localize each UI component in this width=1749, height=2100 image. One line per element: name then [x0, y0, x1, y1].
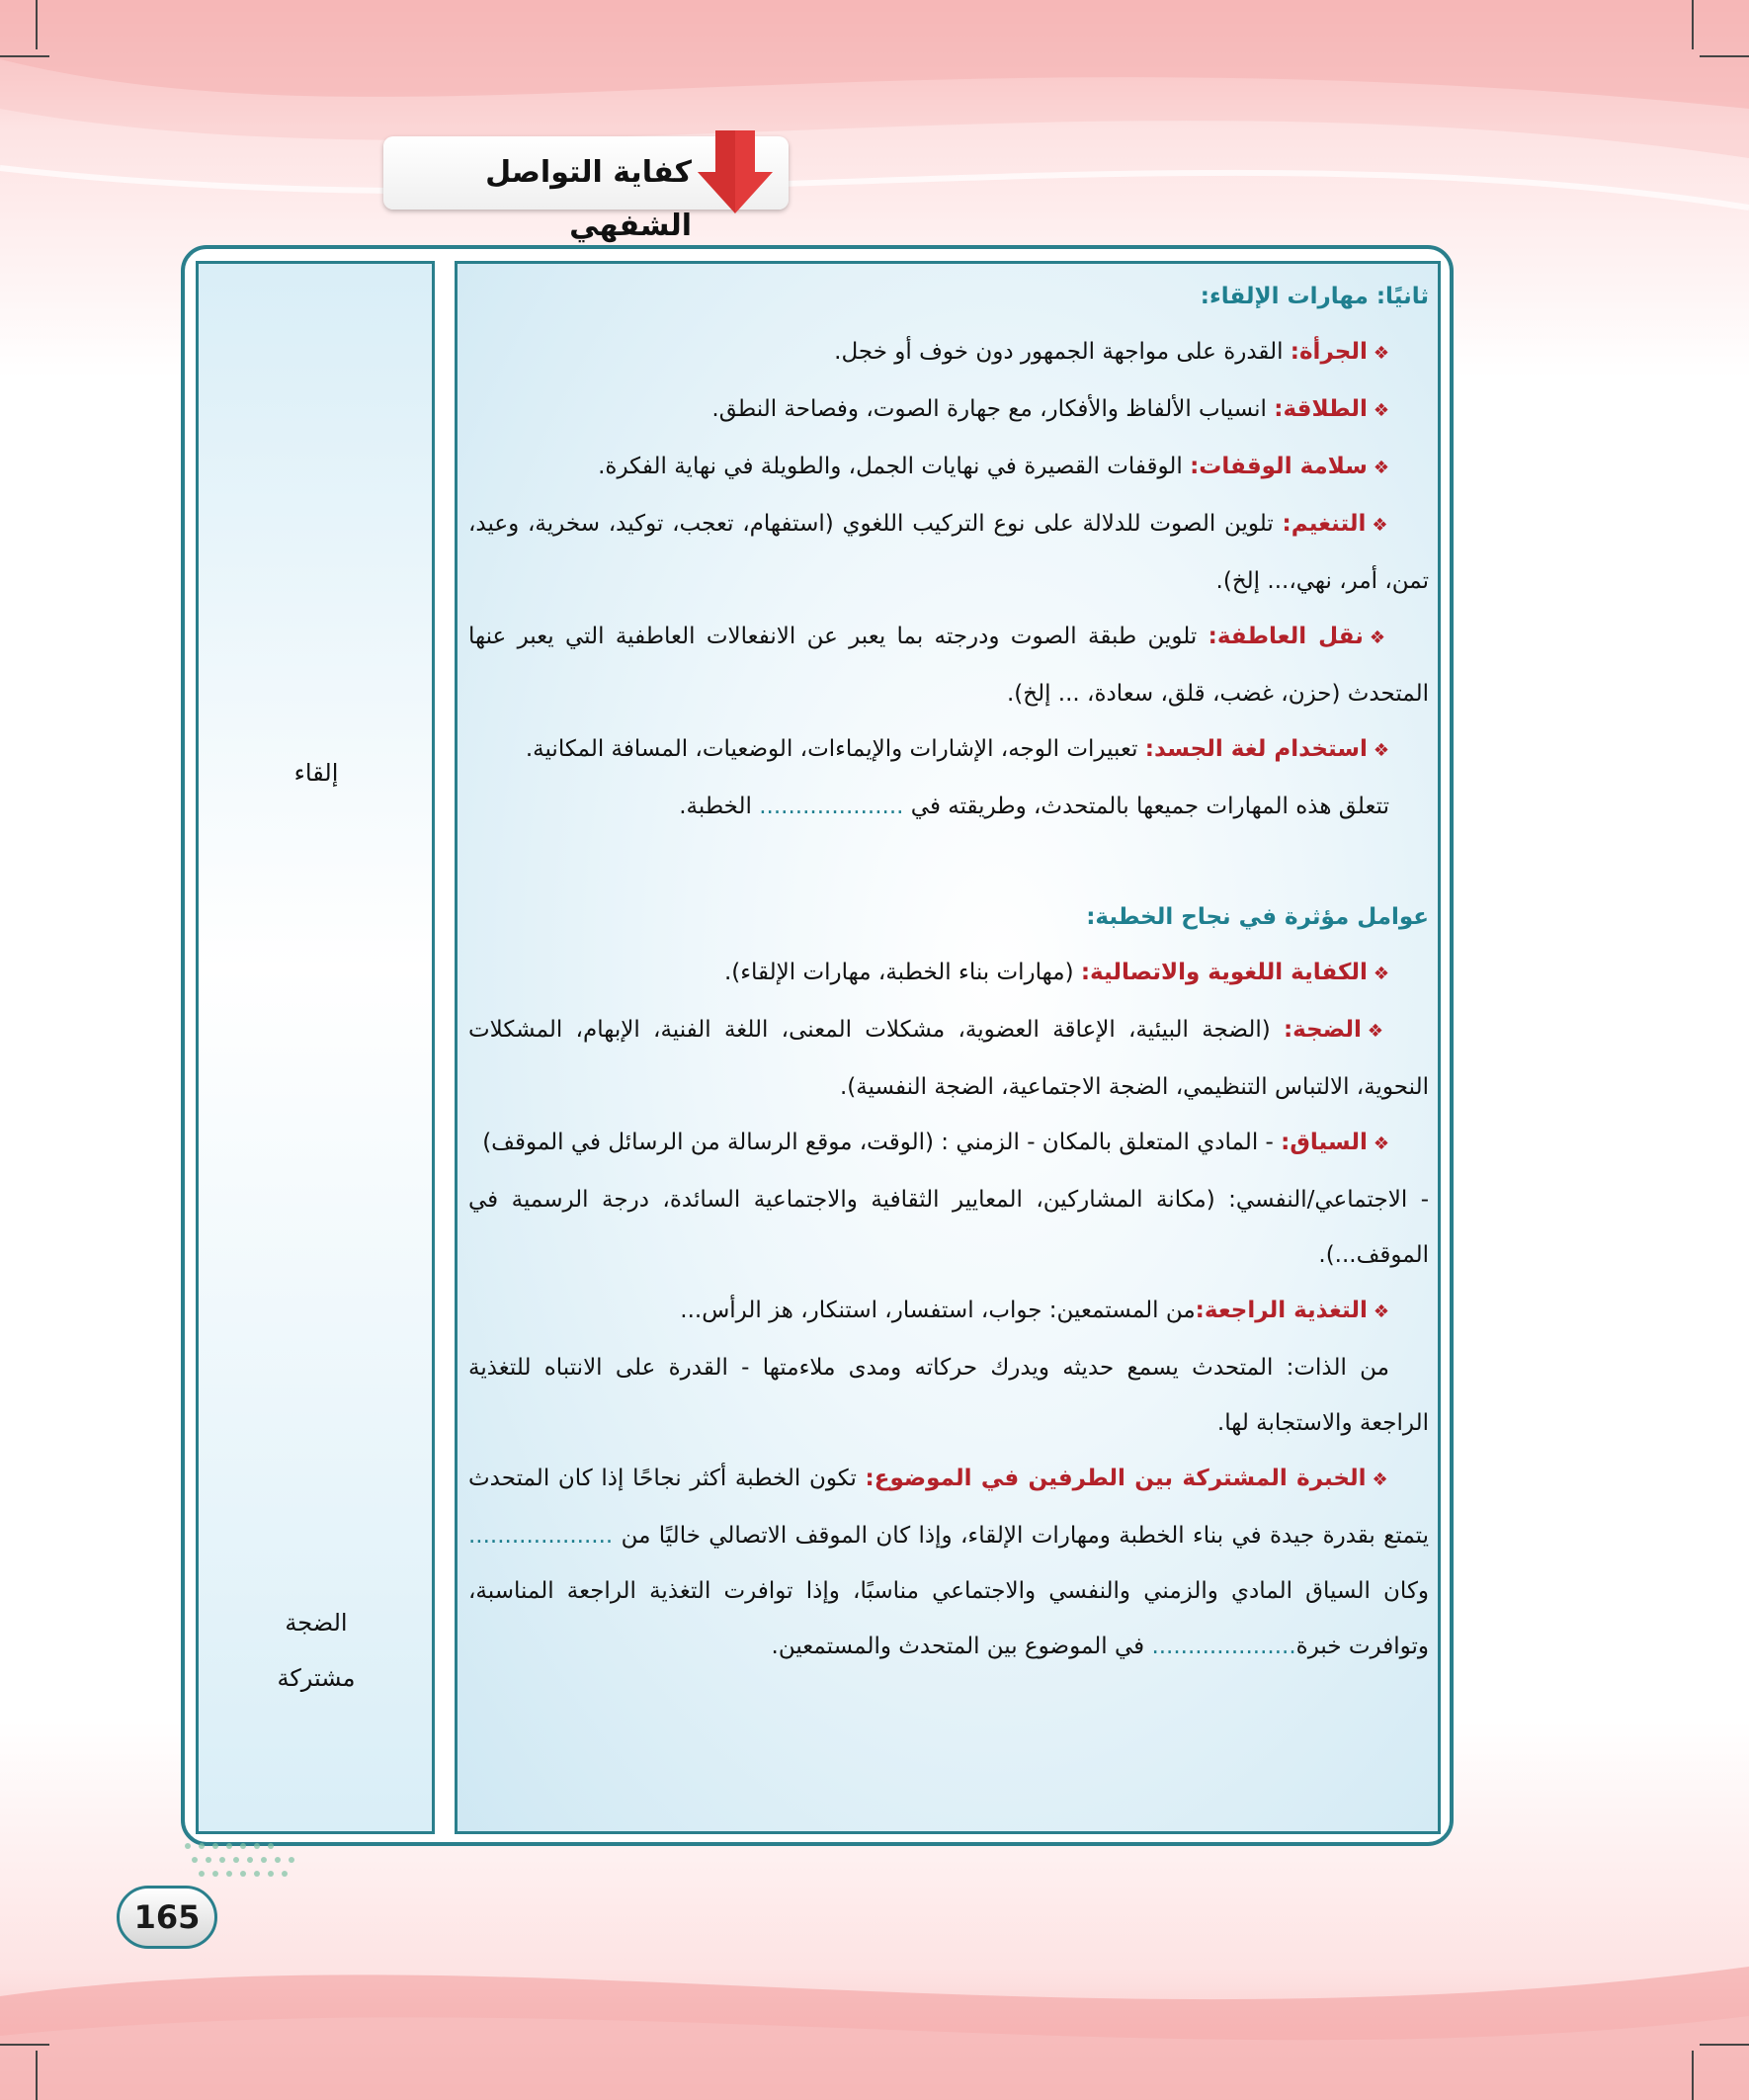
- definition: - المادي المتعلق بالمكان - الزمني : (الوقت، موقع الرسالة من الرسائل في الموقف): [482, 1130, 1282, 1155]
- definition: تلوين طبقة الصوت ودرجته بما يعبر عن الانفعالات العاطفية التي يعبر عنها المتحدث (حزن، غضب، قلق، سعادة، ... إلخ).: [468, 624, 1429, 707]
- diamond-bullet-icon: ❖: [1372, 515, 1389, 536]
- crop-mark: [1692, 0, 1694, 49]
- definition: (مهارات بناء الخطبة، مهارات الإلقاء).: [723, 960, 1081, 985]
- arrow-down-icon: [694, 126, 777, 217]
- definition: من المستمعين: جواب، استفسار، استنكار، هز الرأس...: [680, 1298, 1196, 1323]
- term: نقل العاطفة:: [1208, 624, 1364, 649]
- diamond-bullet-icon: ❖: [1373, 1302, 1389, 1322]
- spacer: [468, 834, 1429, 889]
- term: استخدام لغة الجسد:: [1144, 736, 1368, 762]
- section-heading-delivery: ثانيًا: مهارات الإلقاء:: [1200, 284, 1429, 309]
- definition: (الضجة البيئية، الإعاقة العضوية، مشكلات المعنى، اللغة الفنية، الإبهام، المشكلات النحوية، الالتباس التنظيمي، الضجة الاجتماعية، الضجة النفسية).: [468, 1017, 1429, 1100]
- term: التنغيم:: [1282, 511, 1367, 537]
- definition: انسياب الألفاظ والأفكار، مع جهارة الصوت، وفصاحة النطق.: [711, 396, 1275, 422]
- definition: وكان السياق المادي والزمني والنفسي والاجتماعي مناسبًا، وإذا توافرت التغذية الراجعة المناسبة، وتوافرت خبرة: [468, 1578, 1429, 1659]
- diamond-bullet-icon: ❖: [1372, 1470, 1390, 1490]
- definition: تعبيرات الوجه، الإشارات والإيماءات، الوضعيات، المسافة المكانية.: [525, 736, 1145, 762]
- sentence-part: الخطبة.: [679, 794, 760, 819]
- list-item-continuation: - الاجتماعي/النفسي: (مكانة المشاركين، المعايير الثقافية والاجتماعية السائدة، درجة الرسمية في الموقف...).: [468, 1187, 1429, 1268]
- term: السياق:: [1281, 1130, 1368, 1155]
- definition: تلوين الصوت للدلالة على نوع التركيب اللغوي (استفهام، تعجب، توكيد، سخرية، وعيد، تمن، أمر، نهي،... إلخ).: [468, 511, 1429, 594]
- term: الكفاية اللغوية والاتصالية:: [1080, 960, 1368, 985]
- page-title: كفاية التواصل الشفهي: [485, 155, 692, 243]
- list-item: [468, 1115, 1429, 1172]
- side-label-shared: مشتركة: [277, 1664, 356, 1692]
- definition: الوقفات القصيرة في نهايات الجمل، والطويلة في نهاية الفكرة.: [598, 454, 1191, 479]
- fill-in-sentence: [468, 779, 1429, 834]
- term: الضجة:: [1283, 1017, 1362, 1043]
- list-item: [468, 945, 1429, 1002]
- term: الطلاقة:: [1274, 396, 1368, 422]
- definition: تكون الخطبة أكثر نجاحًا إذا كان المتحدث يتمتع بقدرة جيدة في بناء الخطبة ومهارات الإلقاء، وإذا كان الموقف الاتصالي خاليًا من: [468, 1466, 1429, 1549]
- list-item: [468, 324, 1429, 381]
- diamond-bullet-icon: ❖: [1373, 740, 1389, 761]
- top-wave-decoration: [0, 0, 1749, 257]
- blank-dots: ....................: [1151, 1634, 1296, 1659]
- crop-mark: [36, 2051, 38, 2100]
- definition: من الذات: المتحدث يسمع حديثه ويدرك حركاته ومدى ملاءمتها - القدرة على الانتباه للتغذية الراجعة والاستجابة لها.: [468, 1355, 1429, 1436]
- list-item: [468, 439, 1429, 496]
- content-text: [468, 269, 1429, 1674]
- diamond-bullet-icon: ❖: [1373, 458, 1389, 478]
- crop-mark: [1700, 55, 1749, 57]
- crop-mark: [1700, 2044, 1749, 2046]
- bottom-wave-decoration: [0, 1917, 1749, 2100]
- term: الخبرة المشتركة بين الطرفين في الموضوع:: [865, 1466, 1367, 1491]
- definition: القدرة على مواجهة الجمهور دون خوف أو خجل.: [834, 339, 1291, 365]
- crop-mark: [0, 2044, 49, 2046]
- page-number: 165: [133, 1898, 201, 1936]
- term: التغذية الراجعة:: [1195, 1298, 1368, 1323]
- crop-mark: [1692, 2051, 1694, 2100]
- crop-mark: [36, 0, 38, 49]
- blank-dots: ....................: [759, 794, 904, 819]
- term: الجرأة:: [1290, 339, 1368, 365]
- side-column: [196, 261, 435, 1834]
- diamond-bullet-icon: ❖: [1369, 628, 1390, 648]
- diamond-bullet-icon: ❖: [1373, 1134, 1389, 1154]
- term: سلامة الوقفات:: [1190, 454, 1368, 479]
- list-item: [468, 1451, 1429, 1674]
- list-item: [468, 381, 1429, 439]
- diamond-bullet-icon: ❖: [1373, 964, 1389, 984]
- list-item: [468, 1002, 1429, 1115]
- blank-dots: ....................: [468, 1523, 614, 1549]
- list-item: [468, 1283, 1429, 1340]
- definition: في الموضوع بين المتحدث والمستمعين.: [771, 1634, 1152, 1659]
- sentence-part: تتعلق هذه المهارات جميعها بالمتحدث، وطريقته في: [903, 794, 1389, 819]
- list-item: [468, 496, 1429, 609]
- list-item: [468, 609, 1429, 721]
- side-label-noise: الضجة: [285, 1609, 348, 1637]
- diamond-bullet-icon: ❖: [1373, 343, 1389, 364]
- diamond-bullet-icon: ❖: [1373, 400, 1389, 421]
- side-label-delivery: إلقاء: [293, 759, 339, 787]
- list-item: [468, 721, 1429, 779]
- crop-mark: [0, 55, 49, 57]
- list-item-continuation: [468, 1340, 1429, 1451]
- diamond-bullet-icon: ❖: [1367, 1021, 1389, 1042]
- section-heading-factors: عوامل مؤثرة في نجاح الخطبة:: [1086, 904, 1429, 930]
